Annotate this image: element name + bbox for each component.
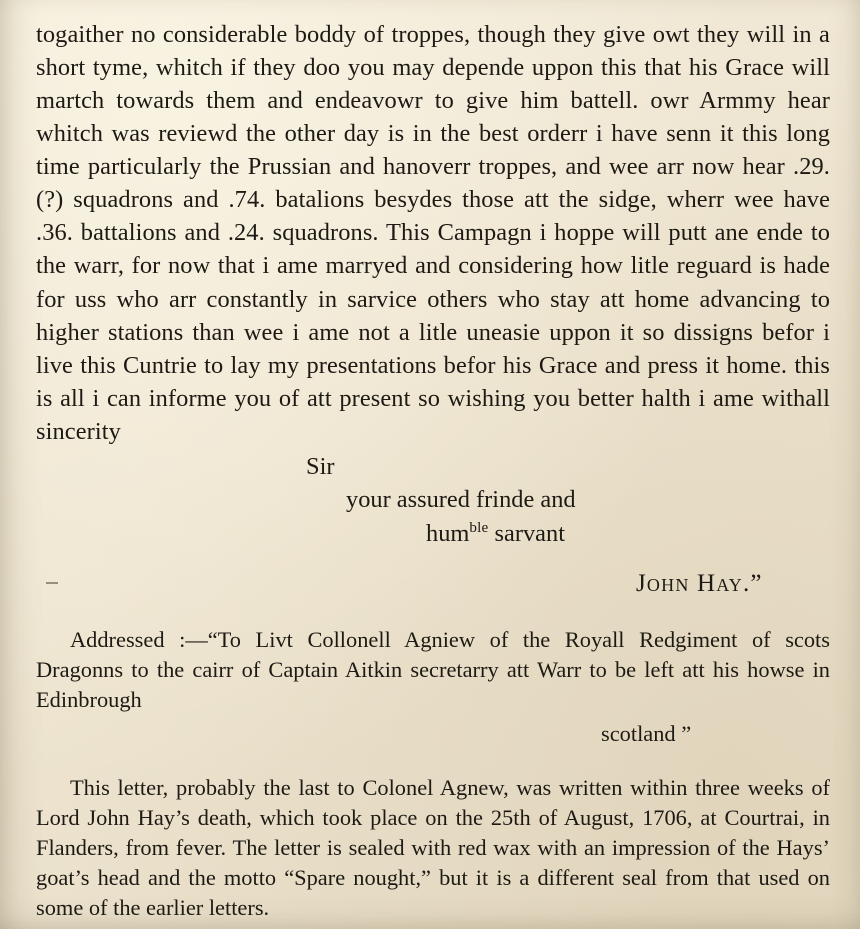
signature-name: John Hay.”: [636, 569, 763, 597]
address-block: [36, 625, 830, 714]
address-text: “To Livt Collonell Agniew of the Royall Redgiment of scots Dragonns to the cairr of Captain Aitkin secretarry att Warr to be left att his howse in Edinbrough: [36, 627, 830, 712]
letter-signature-block: [36, 450, 830, 602]
editorial-note-text: This letter, probably the last to Colonel Agnew, was written within three weeks of Lord John Hay’s death, which took place on the 25th of August, 1706, at Courtrai, in Flanders, from fever. The letter is sealed with red wax with an impression of the Hays’ goat’s head and the motto “Spare nought,” but it is a different seal from that used on some of the earlier letters.: [36, 774, 830, 921]
letter-body: [36, 18, 830, 448]
letter-closing-line-2: [36, 517, 830, 551]
closing-servant-suffix: sarvant: [488, 520, 565, 548]
closing-humble-prefix: hum: [426, 520, 470, 548]
letter-body-text: togaither no considerable boddy of troppes, though they give owt they will in a short tyme, whitch if they doo you may depende uppon this that his Grace will martch towards them and endeavowr to give him battell. owr Armmy hear whitch was reviewd the other day is in the best orderr i have senn it this long time particularly the Prussian and hanoverr troppes, and wee arr now hear .29. (?) squadrons and .74. batalions besydes those att the sidge, wherr wee have .36. battalions and .24. squadrons. This Campagn i hoppe will putt ane ende to the warr, for now that i ame marryed and considering how litle reguard is hade for uss who arr constantly in sarvice others who stay att home advancing to higher stations than wee i ame not a litle uneasie uppon it so dissigns befor i live this Cuntrie to lay my presentations befor his Grace and press it home. this is all i can informe you of att present so wishing you better halth i ame withall sincerity: [36, 21, 830, 445]
address-country: scotland ”: [601, 720, 692, 746]
margin-mark: [46, 582, 58, 584]
closing-humble-superscript: ble: [469, 520, 489, 537]
letter-signature: [36, 567, 830, 602]
address-label: Addressed :—: [70, 627, 208, 653]
editorial-note: [36, 773, 830, 924]
letter-salutation: Sir: [306, 452, 335, 480]
letter-closing-line-1: your assured frinde and: [346, 486, 576, 514]
